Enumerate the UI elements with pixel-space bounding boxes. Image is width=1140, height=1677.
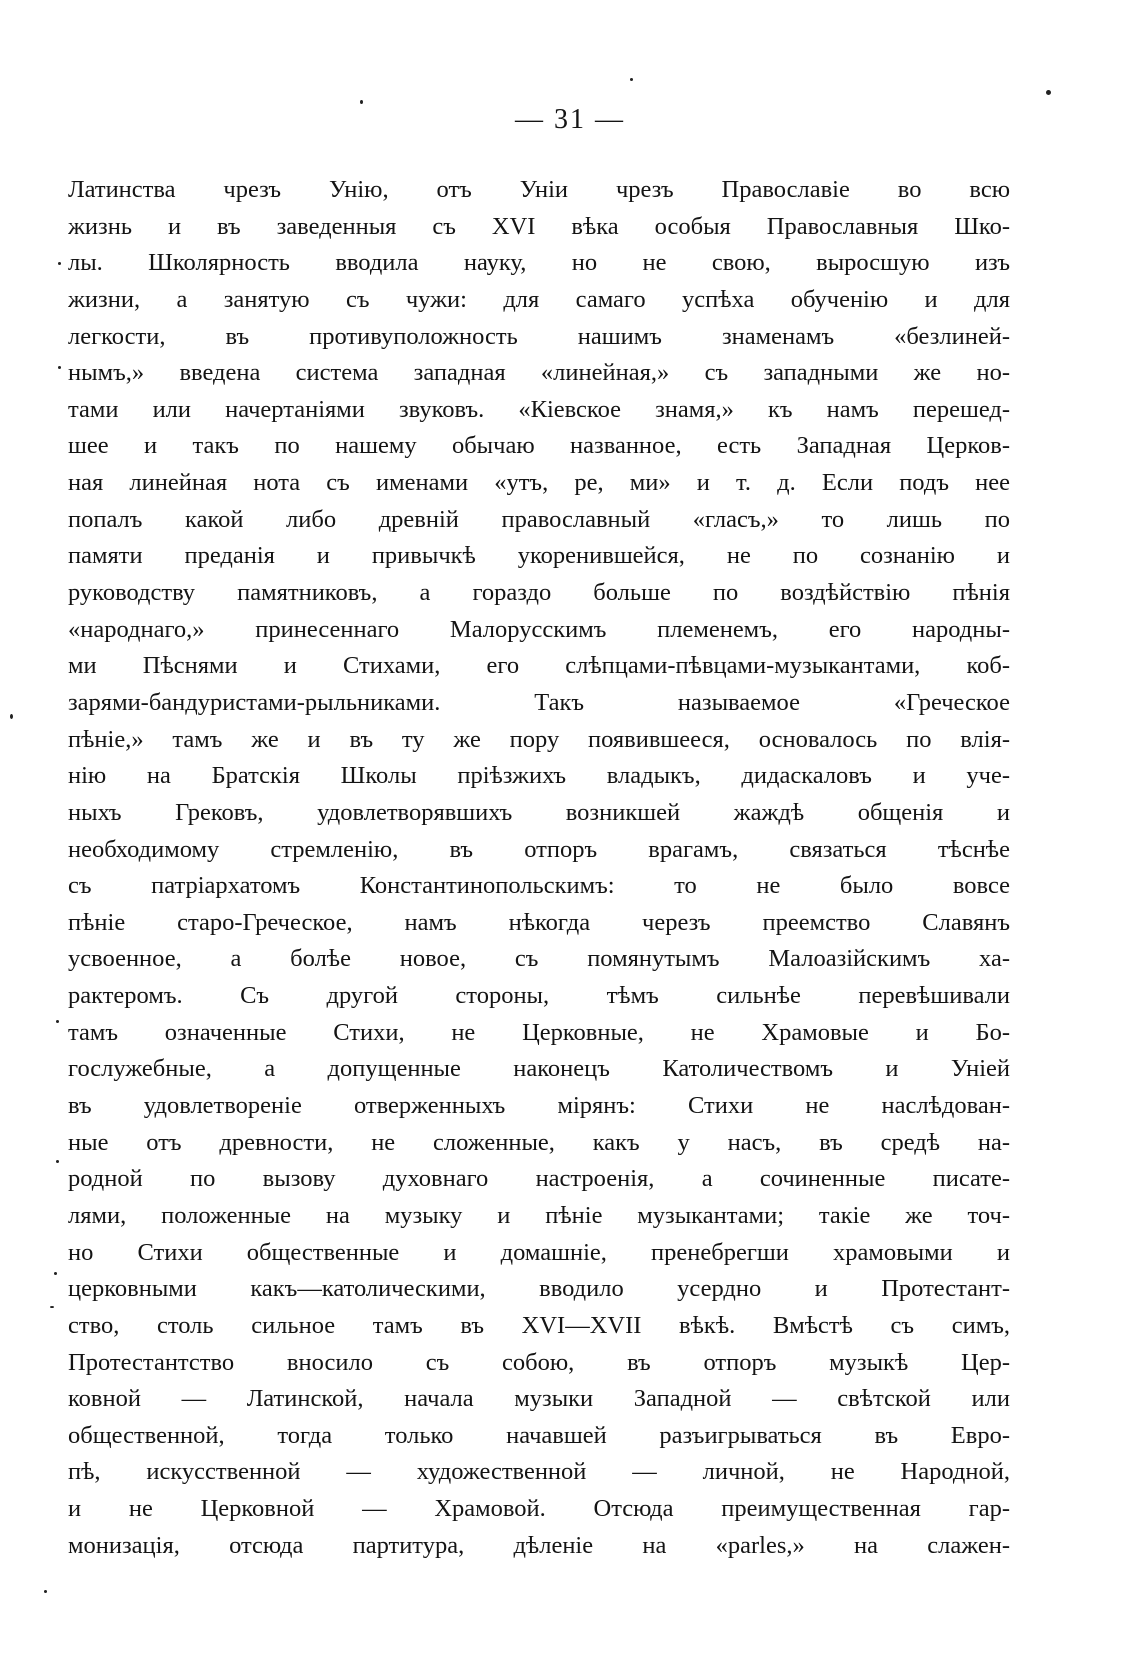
text-line: ми Пѣснями и Стихами, его слѣпцами-пѣвцами-музыкантами, коб- bbox=[68, 652, 1010, 680]
scan-speck bbox=[56, 1020, 59, 1023]
text-line: тами или начертаніями звуковъ. «Кіевское знамя,» къ намъ перешед- bbox=[68, 395, 1010, 423]
text-line: руководству памятниковъ, а гораздо больше по воздѣйствію пѣнія bbox=[68, 579, 1010, 607]
scan-speck bbox=[58, 366, 61, 369]
text-line: общественной, тогда только начавшей разъигрываться въ Евро- bbox=[68, 1421, 1010, 1449]
text-line: попалъ какой либо древній православный «гласъ,» то лишь по bbox=[68, 505, 1010, 533]
text-line: усвоенное, а болѣе новое, съ помянутымъ Малоазійскимъ ха- bbox=[68, 945, 1010, 973]
text-line: Латинства чрезъ Унію, отъ Уніи чрезъ Православіе во всю bbox=[68, 176, 1010, 203]
text-line: нымъ,» введена система западная «линейная,» съ западными же но- bbox=[68, 359, 1010, 387]
text-line: рактеромъ. Съ другой стороны, тѣмъ сильнѣе перевѣшивали bbox=[68, 982, 1010, 1010]
text-line: родной по вызову духовнаго настроенія, а сочиненные писате- bbox=[68, 1165, 1010, 1193]
text-line: Протестантство вносило съ собою, въ отпоръ музыкѣ Цер- bbox=[68, 1348, 1010, 1376]
text-line: памяти преданія и привычкѣ укоренившейся, не по сознанію и bbox=[68, 542, 1010, 570]
scan-speck bbox=[630, 78, 633, 81]
text-line: ковной — Латинской, начала музыки Западной — свѣтской или bbox=[68, 1385, 1010, 1413]
scan-speck bbox=[54, 1272, 57, 1275]
text-line: монизація, отсюда партитура, дѣленіе на «parles,» на слажен- bbox=[68, 1531, 1010, 1559]
text-line: зарями-бандуристами-рыльниками. Такъ называемое «Греческое bbox=[68, 688, 1010, 716]
text-line: жизни, а занятую съ чужи: для самаго успѣха обученію и для bbox=[68, 285, 1010, 313]
text-line: лы. Школярность вводила науку, но не свою, выросшую изъ bbox=[68, 249, 1010, 277]
text-line: въ удовлетвореніе отверженныхъ мірянъ: Стихи не наслѣдован- bbox=[68, 1092, 1010, 1120]
scan-speck bbox=[56, 1160, 59, 1163]
text-line: жизнь и въ заведенныя съ XVI вѣка особыя Православныя Шко- bbox=[68, 212, 1010, 240]
text-line: ство, столь сильное тамъ въ XVI—XVII вѣкѣ. Вмѣстѣ съ симъ, bbox=[68, 1311, 1010, 1339]
text-line: тамъ означенные Стихи, не Церковные, не Храмовые и Бо- bbox=[68, 1018, 1010, 1046]
text-line: пѣніе,» тамъ же и въ ту же пору появившееся, основалось по влія- bbox=[68, 725, 1010, 753]
text-line: ные отъ древности, не сложенные, какъ у насъ, въ средѣ на- bbox=[68, 1128, 1010, 1156]
scan-speck bbox=[360, 100, 363, 104]
text-line: ныхъ Грековъ, удовлетворявшихъ возникшей жаждѣ общенія и bbox=[68, 798, 1010, 826]
body-text bbox=[68, 172, 1010, 1564]
page-number: — 31 — bbox=[515, 104, 625, 135]
text-line: пѣніе старо-Греческое, намъ нѣкогда черезъ преемство Славянъ bbox=[68, 908, 1010, 936]
text-line: но Стихи общественные и домашніе, пренебрегши храмовыми и bbox=[68, 1238, 1010, 1266]
text-line: «народнаго,» принесеннаго Малорусскимъ племенемъ, его народны- bbox=[68, 615, 1010, 643]
scan-speck bbox=[50, 1306, 54, 1308]
text-line: и не Церковной — Храмовой. Отсюда преимущественная гар- bbox=[68, 1495, 1010, 1523]
scan-speck bbox=[58, 262, 61, 265]
scan-speck bbox=[10, 714, 13, 719]
text-line: лями, положенные на музыку и пѣніе музыкантами; такіе же точ- bbox=[68, 1201, 1010, 1229]
scan-speck bbox=[1046, 90, 1051, 95]
text-line: необходимому стремленію, въ отпоръ врагамъ, связаться тѣснѣе bbox=[68, 835, 1010, 863]
text-line: нію на Братскія Школы пріѣзжихъ владыкъ, дидаскаловъ и уче- bbox=[68, 762, 1010, 790]
text-line: церковными какъ—католическими, вводило усердно и Протестант- bbox=[68, 1275, 1010, 1303]
text-line: пѣ, искусственной — художественной — личной, не Народной, bbox=[68, 1458, 1010, 1486]
text-line: легкости, въ противуположность нашимъ знаменамъ «безлиней- bbox=[68, 322, 1010, 350]
text-line: ная линейная нота съ именами «утъ, ре, ми» и т. д. Если подъ нее bbox=[68, 469, 1010, 497]
text-line: гослужебные, а допущенные наконецъ Католичествомъ и Уніей bbox=[68, 1055, 1010, 1083]
scan-speck bbox=[44, 1590, 47, 1593]
text-line: шее и такъ по нашему обычаю названное, есть Западная Церков- bbox=[68, 432, 1010, 460]
text-line: съ патріархатомъ Константинопольскимъ: то не было вовсе bbox=[68, 872, 1010, 900]
